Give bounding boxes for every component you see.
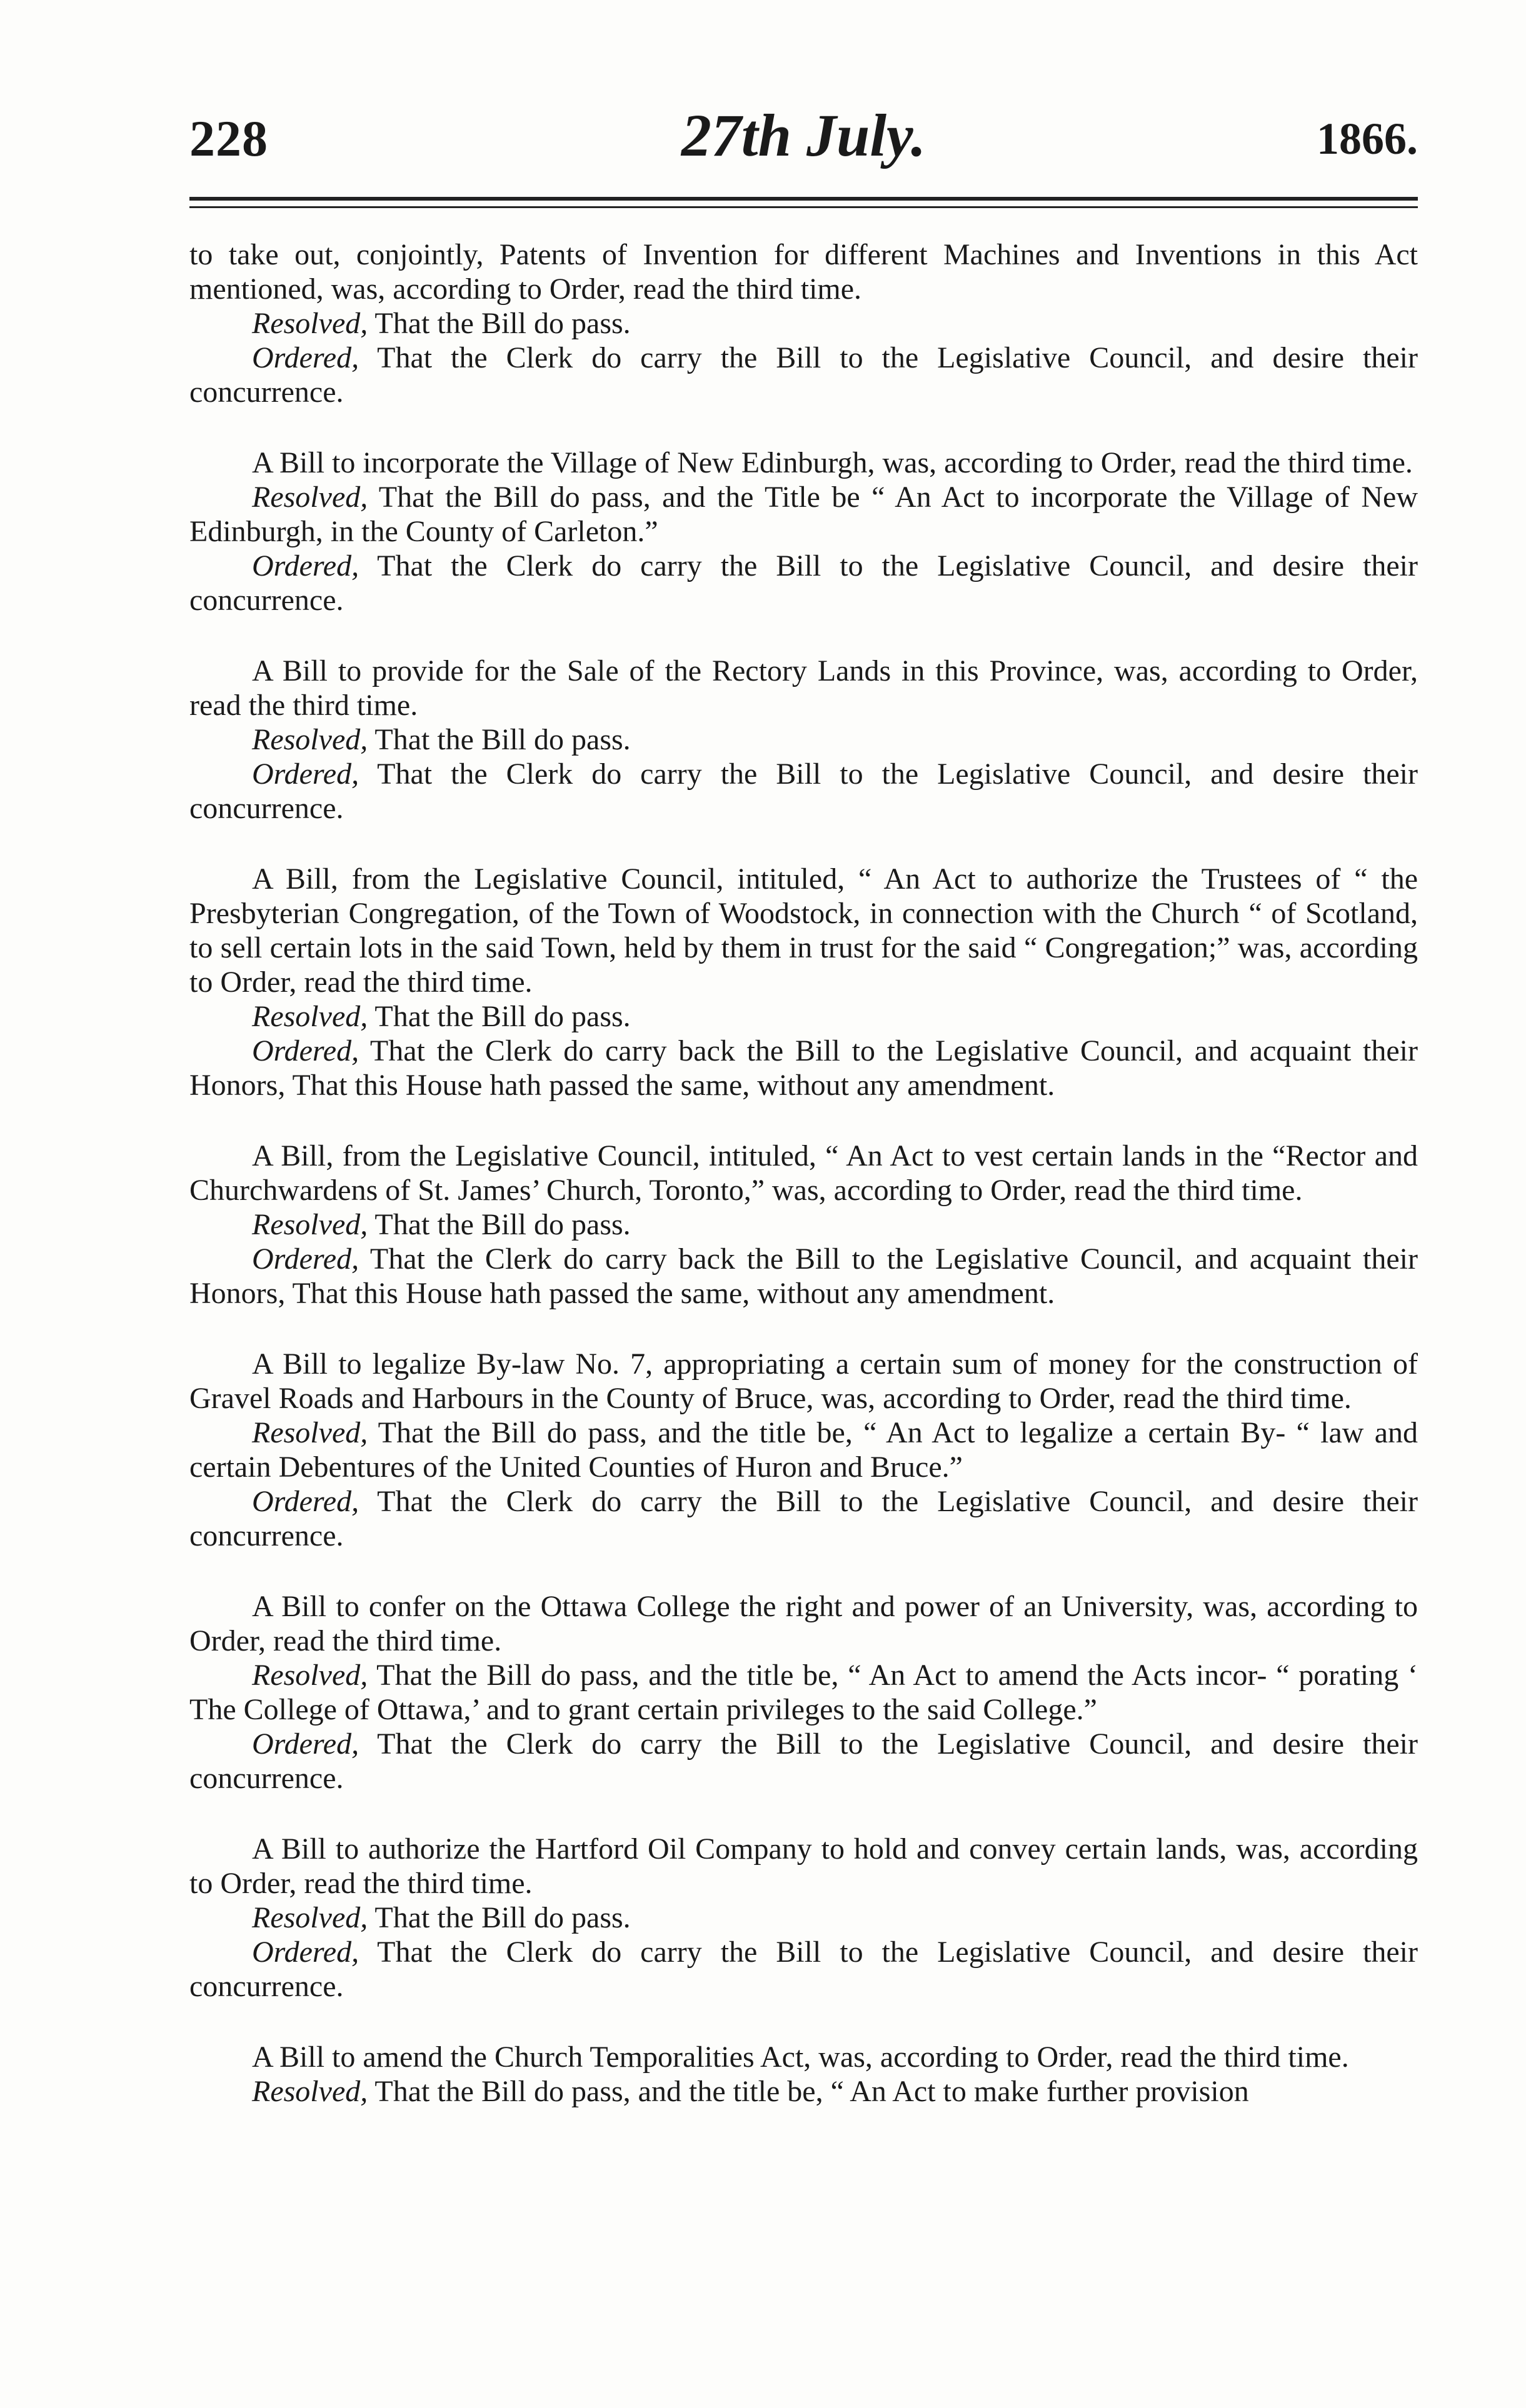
motion-label: Ordered, bbox=[252, 1242, 359, 1276]
motion-paragraph bbox=[189, 999, 1418, 1034]
motion-paragraph bbox=[189, 1242, 1418, 1311]
paragraph-text: That the Bill do pass, and the title be, “ An Act to legalize a certain By- “ law and certain Debentures of the United Counties of Huron and Bruce.” bbox=[189, 1416, 1418, 1484]
paragraph-text: to take out, conjointly, Patents of Invention for different Machines and Inventions in this Act mentioned, was, according to Order, read the third time. bbox=[189, 238, 1418, 306]
paragraph-text: A Bill to confer on the Ottawa College the right and power of an University, was, according to Order, read the third time. bbox=[189, 1590, 1418, 1657]
motion-paragraph bbox=[189, 1034, 1418, 1102]
entry-spacer bbox=[189, 1553, 1418, 1589]
page-number: 228 bbox=[189, 110, 268, 167]
paragraph-text: That the Clerk do carry the Bill to the Legislative Council, and desire their concurrence. bbox=[189, 1936, 1418, 2003]
entry-spacer bbox=[189, 2004, 1418, 2040]
motion-label: Ordered, bbox=[252, 757, 359, 791]
paragraph-text: A Bill to amend the Church Temporalities Act, was, according to Order, read the third time. bbox=[252, 2041, 1349, 2074]
motion-label: Resolved, bbox=[252, 481, 368, 514]
paragraph-text: A Bill to incorporate the Village of New Edinburgh, was, according to Order, read the third time. bbox=[252, 446, 1413, 479]
paragraph-text: That the Bill do pass. bbox=[368, 1901, 631, 1934]
paragraph-text: That the Bill do pass. bbox=[368, 723, 631, 756]
bill-paragraph bbox=[189, 654, 1418, 722]
paragraph-text: A Bill, from the Legislative Council, intituled, “ An Act to authorize the Trustees of “ the Presbyterian Congregation, of the Town of Woodstock, in connection with the Church “ of Scotland, to sell certain lots in the said Town, held by them in trust for the said “ Congregation;” was, according to Order, read the third time. bbox=[189, 862, 1418, 999]
entry-spacer bbox=[189, 826, 1418, 862]
paragraph-text: That the Bill do pass. bbox=[368, 307, 631, 340]
motion-paragraph bbox=[189, 1207, 1418, 1242]
motion-label: Resolved, bbox=[252, 2075, 368, 2108]
bill-paragraph bbox=[189, 1347, 1418, 1416]
paragraph-text: A Bill to provide for the Sale of the Rectory Lands in this Province, was, according to Order, read the third time. bbox=[189, 654, 1418, 722]
page-header bbox=[189, 97, 1418, 172]
bill-paragraph bbox=[189, 862, 1418, 999]
paragraph-text: That the Bill do pass. bbox=[368, 1208, 631, 1241]
entry-spacer bbox=[189, 1311, 1418, 1347]
paragraph-text: That the Clerk do carry back the Bill to the Legislative Council, and acquaint their Honors, That this House hath passed the same, without any amendment. bbox=[189, 1034, 1418, 1102]
motion-label: Ordered, bbox=[252, 1727, 359, 1761]
bill-paragraph bbox=[189, 2040, 1418, 2074]
motion-label: Resolved, bbox=[252, 1208, 368, 1241]
header-rule-thick bbox=[189, 197, 1418, 201]
motion-label: Ordered, bbox=[252, 549, 359, 582]
paragraph-text: That the Bill do pass, and the title be, “ An Act to make further provision bbox=[368, 2075, 1249, 2108]
bill-paragraph bbox=[189, 237, 1418, 306]
paragraph-text: That the Clerk do carry back the Bill to the Legislative Council, and acquaint their Honors, That this House hath passed the same, without any amendment. bbox=[189, 1242, 1418, 1310]
bill-paragraph bbox=[189, 446, 1418, 480]
motion-label: Resolved, bbox=[252, 723, 368, 756]
entry-spacer bbox=[189, 1102, 1418, 1139]
motion-label: Ordered, bbox=[252, 1485, 359, 1518]
motion-paragraph bbox=[189, 1727, 1418, 1796]
motion-label: Resolved, bbox=[252, 1416, 368, 1449]
proceedings-text bbox=[189, 237, 1418, 2109]
motion-label: Resolved, bbox=[252, 1901, 368, 1934]
paragraph-text: That the Bill do pass, and the title be, “ An Act to amend the Acts incor- “ porating ‘ The College of Ottawa,’ and to grant certain privileges to the said College.” bbox=[189, 1659, 1418, 1726]
header-rule-thin bbox=[189, 206, 1418, 208]
motion-paragraph bbox=[189, 1416, 1418, 1484]
paragraph-text: That the Bill do pass. bbox=[368, 1000, 631, 1033]
motion-paragraph bbox=[189, 1935, 1418, 2004]
motion-paragraph bbox=[189, 341, 1418, 409]
paragraph-text: That the Bill do pass, and the Title be “ An Act to incorporate the Village of New Edinburgh, in the County of Carleton.” bbox=[189, 481, 1418, 548]
motion-paragraph bbox=[189, 306, 1418, 341]
motion-paragraph bbox=[189, 1658, 1418, 1727]
motion-paragraph bbox=[189, 722, 1418, 757]
entry-spacer bbox=[189, 409, 1418, 446]
paragraph-text: A Bill, from the Legislative Council, intituled, “ An Act to vest certain lands in the “Rector and Churchwardens of St. James’ Church, Toronto,” was, according to Order, read the third time. bbox=[189, 1139, 1418, 1207]
motion-label: Ordered, bbox=[252, 1034, 359, 1067]
paragraph-text: That the Clerk do carry the Bill to the Legislative Council, and desire their concurrence. bbox=[189, 757, 1418, 825]
paragraph-text: That the Clerk do carry the Bill to the Legislative Council, and desire their concurrence. bbox=[189, 549, 1418, 617]
motion-label: Resolved, bbox=[252, 1000, 368, 1033]
date-heading: 27th July. bbox=[681, 102, 926, 169]
bill-paragraph bbox=[189, 1832, 1418, 1901]
motion-paragraph bbox=[189, 1484, 1418, 1553]
paragraph-text: That the Clerk do carry the Bill to the Legislative Council, and desire their concurrence. bbox=[189, 1485, 1418, 1552]
paragraph-text: That the Clerk do carry the Bill to the Legislative Council, and desire their concurrence. bbox=[189, 341, 1418, 409]
motion-paragraph bbox=[189, 2074, 1418, 2109]
paragraph-text: A Bill to authorize the Hartford Oil Company to hold and convey certain lands, was, according to Order, read the third time. bbox=[189, 1832, 1418, 1900]
motion-label: Resolved, bbox=[252, 1659, 368, 1692]
paragraph-text: That the Clerk do carry the Bill to the Legislative Council, and desire their concurrence. bbox=[189, 1727, 1418, 1795]
motion-paragraph bbox=[189, 757, 1418, 826]
motion-label: Ordered, bbox=[252, 341, 359, 374]
bill-paragraph bbox=[189, 1139, 1418, 1207]
bill-paragraph bbox=[189, 1589, 1418, 1658]
motion-paragraph bbox=[189, 480, 1418, 549]
entry-spacer bbox=[189, 617, 1418, 654]
motion-label: Ordered, bbox=[252, 1936, 359, 1969]
entry-spacer bbox=[189, 1796, 1418, 1832]
motion-label: Resolved, bbox=[252, 307, 368, 340]
motion-paragraph bbox=[189, 549, 1418, 617]
motion-paragraph bbox=[189, 1901, 1418, 1935]
year-label: 1866. bbox=[1317, 114, 1418, 164]
paragraph-text: A Bill to legalize By-law No. 7, appropriating a certain sum of money for the construction of Gravel Roads and Harbours in the County of Bruce, was, according to Order, read the third time. bbox=[189, 1347, 1418, 1415]
